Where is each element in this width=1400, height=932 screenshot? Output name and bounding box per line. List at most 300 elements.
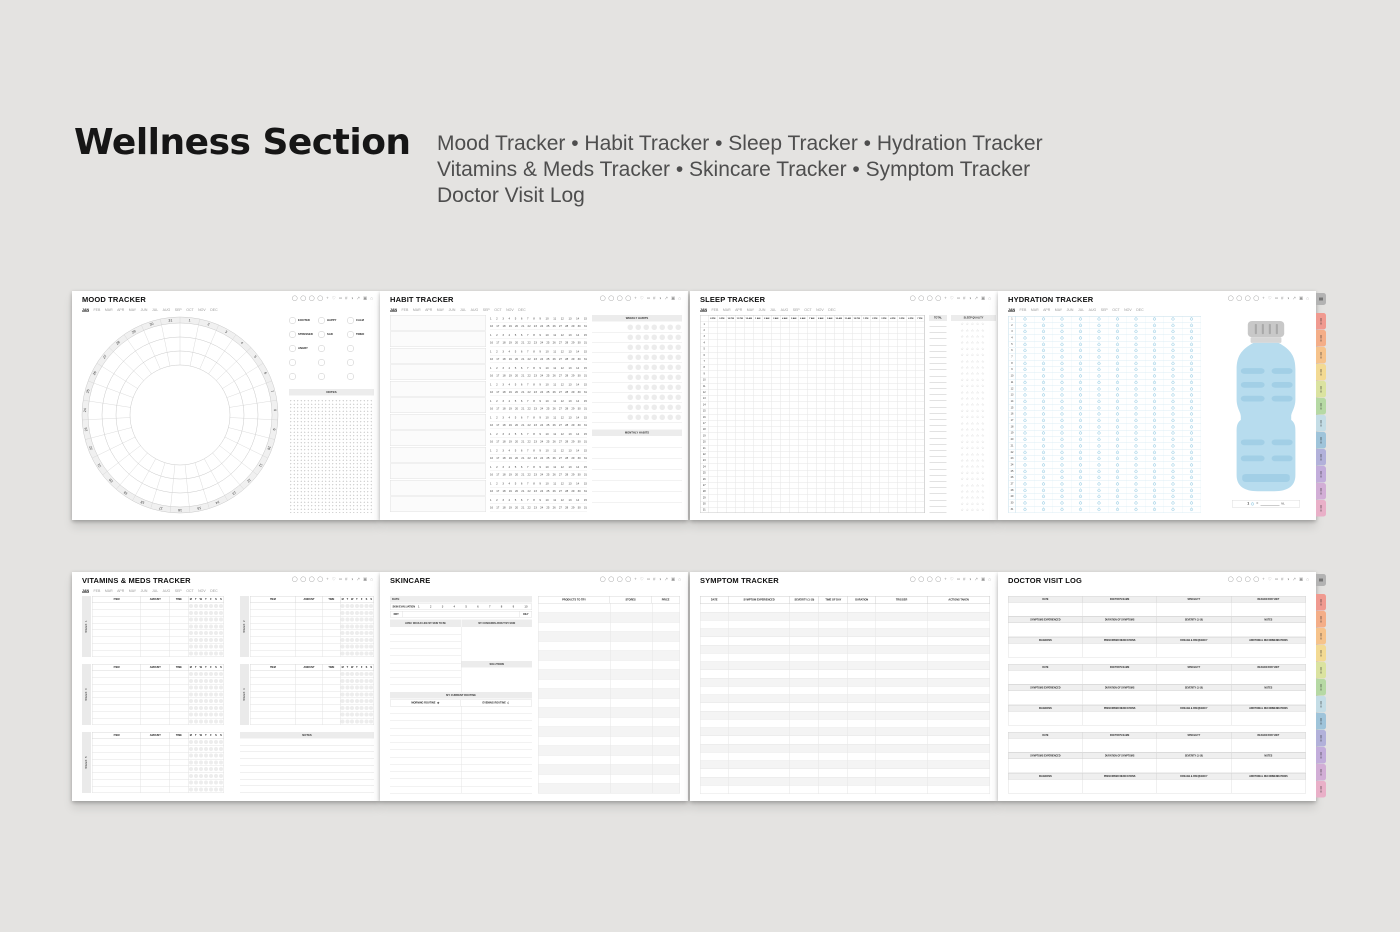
time-cell[interactable]	[170, 753, 188, 759]
day-number[interactable]: 14	[576, 366, 580, 370]
day-number[interactable]: 26	[552, 423, 556, 427]
water-drop-cell[interactable]	[1072, 386, 1091, 392]
nav-dot-icon[interactable]	[600, 296, 606, 302]
amount-cell[interactable]	[141, 617, 170, 623]
plus-icon[interactable]: +	[944, 295, 947, 301]
habit-check-circle[interactable]	[636, 355, 642, 361]
month-tab-aug[interactable]: AUG	[780, 308, 789, 312]
habit-check-circle[interactable]	[660, 415, 666, 421]
water-drop-cell[interactable]	[1090, 507, 1109, 513]
day-number[interactable]: 30	[577, 374, 581, 378]
water-drop-cell[interactable]	[1072, 456, 1091, 462]
day-number[interactable]: 22	[527, 473, 531, 477]
water-drop-cell[interactable]	[1090, 399, 1109, 405]
day-number[interactable]: 26	[552, 374, 556, 378]
day-number[interactable]: 2	[496, 366, 498, 370]
total-line[interactable]	[930, 340, 947, 346]
infinity-icon[interactable]: ∞	[646, 576, 651, 582]
water-drop-cell[interactable]	[1146, 380, 1165, 386]
day-number[interactable]: 13	[568, 498, 572, 502]
amount-cell[interactable]	[141, 705, 170, 711]
day-number[interactable]: 8	[533, 416, 535, 420]
water-drop-cell[interactable]	[1090, 348, 1109, 354]
product-row[interactable]	[538, 632, 680, 642]
day-number[interactable]: 11	[553, 383, 557, 387]
day-number[interactable]: 18	[502, 423, 506, 427]
water-drop-cell[interactable]	[1127, 456, 1146, 462]
time-cell[interactable]	[170, 617, 188, 623]
day-number[interactable]: 25	[546, 341, 550, 345]
water-drop-cell[interactable]	[1109, 411, 1128, 417]
month-tab-feb[interactable]: FEB	[1019, 308, 1027, 312]
day-number[interactable]: 28	[565, 390, 569, 394]
time-cell[interactable]	[170, 685, 188, 691]
water-drop-cell[interactable]	[1164, 373, 1183, 379]
heart-icon[interactable]: ♡	[639, 295, 644, 301]
day-number[interactable]: 12	[560, 416, 564, 420]
day-number[interactable]: 21	[521, 341, 525, 345]
day-number[interactable]: 23	[533, 357, 537, 361]
habit-check-circle[interactable]	[676, 345, 682, 351]
time-cell[interactable]	[170, 705, 188, 711]
water-drop-cell[interactable]	[1127, 348, 1146, 354]
water-drop-cell[interactable]	[1109, 418, 1128, 424]
water-drop-cell[interactable]	[1053, 405, 1072, 411]
month-tab-may[interactable]: MAY	[128, 308, 137, 312]
day-number[interactable]: 14	[576, 350, 580, 354]
day-number[interactable]: 1	[490, 399, 492, 403]
water-drop-cell[interactable]	[1072, 411, 1091, 417]
habit-check-circle[interactable]	[676, 335, 682, 341]
item-cell[interactable]	[93, 773, 142, 779]
day-number[interactable]: 15	[583, 416, 587, 420]
month-tab-apr[interactable]: APR	[117, 589, 125, 593]
product-row[interactable]	[538, 661, 680, 671]
habit-check-circle[interactable]	[628, 405, 634, 411]
scale-number[interactable]: 4	[453, 605, 456, 609]
day-number[interactable]: 25	[546, 407, 550, 411]
habit-check-circle[interactable]	[652, 325, 658, 331]
day-number[interactable]: 2	[496, 482, 498, 486]
day-number[interactable]: 10	[545, 432, 549, 436]
symptom-row[interactable]	[700, 629, 990, 637]
star-rating[interactable]: ☆☆☆☆☆	[960, 477, 987, 482]
day-number[interactable]: 17	[496, 390, 500, 394]
day-number[interactable]: 14	[576, 498, 580, 502]
item-cell[interactable]	[93, 766, 142, 772]
day-number[interactable]: 4	[508, 350, 511, 354]
water-drop-cell[interactable]	[1183, 424, 1202, 430]
day-number[interactable]: 16	[490, 506, 494, 510]
day-number[interactable]: 18	[502, 324, 506, 328]
habit-check-circle[interactable]	[644, 385, 650, 391]
month-tab-apr[interactable]: APR	[1043, 308, 1051, 312]
day-number[interactable]: 24	[540, 423, 544, 427]
water-drop-cell[interactable]	[1164, 443, 1183, 449]
day-number[interactable]: 20	[515, 456, 519, 460]
habit-check-circle[interactable]	[660, 355, 666, 361]
day-number[interactable]: 26	[552, 407, 556, 411]
day-number[interactable]: 24	[540, 473, 544, 477]
day-number[interactable]: 13	[568, 482, 572, 486]
day-number[interactable]: 10	[545, 498, 549, 502]
water-drop-cell[interactable]	[1053, 462, 1072, 468]
water-drop-cell[interactable]	[1109, 322, 1128, 328]
day-number[interactable]: 22	[527, 407, 531, 411]
water-drop-cell[interactable]	[1072, 481, 1091, 487]
day-number[interactable]: 28	[565, 473, 569, 477]
water-drop-cell[interactable]	[1164, 341, 1183, 347]
water-drop-cell[interactable]	[1146, 348, 1165, 354]
total-line[interactable]	[930, 408, 947, 414]
water-drop-cell[interactable]	[1183, 360, 1202, 366]
item-cell[interactable]	[93, 691, 142, 697]
water-drop-cell[interactable]	[1053, 335, 1072, 341]
month-tab-nov[interactable]: NOV	[198, 308, 206, 312]
day-number[interactable]: 21	[521, 506, 525, 510]
total-line[interactable]	[930, 451, 947, 457]
contrast-icon[interactable]: ◑	[1286, 295, 1290, 301]
home-icon[interactable]: ⌂	[370, 576, 373, 582]
page-icon[interactable]: ▣	[981, 576, 986, 582]
water-drop-cell[interactable]	[1053, 468, 1072, 474]
habit-check-circle[interactable]	[636, 405, 642, 411]
day-number[interactable]: 2	[496, 350, 498, 354]
time-cell[interactable]	[170, 678, 188, 684]
water-drop-cell[interactable]	[1183, 487, 1202, 493]
hash-icon[interactable]: #	[963, 576, 966, 582]
total-line[interactable]	[930, 439, 947, 445]
day-number[interactable]: 16	[490, 456, 494, 460]
day-check-cell[interactable]	[369, 678, 374, 684]
water-drop-cell[interactable]	[1146, 360, 1165, 366]
water-drop-cell[interactable]	[1072, 449, 1091, 455]
day-number[interactable]: 18	[502, 440, 506, 444]
day-number[interactable]: 19	[508, 341, 512, 345]
water-drop-cell[interactable]	[1183, 335, 1202, 341]
water-drop-cell[interactable]	[1146, 449, 1165, 455]
water-drop-cell[interactable]	[1127, 317, 1146, 322]
doctor-entry-row[interactable]	[1008, 739, 1306, 753]
sleep-hour-cell[interactable]	[880, 507, 889, 513]
water-drop-cell[interactable]	[1109, 468, 1128, 474]
water-drop-cell[interactable]	[1146, 481, 1165, 487]
habit-check-circle[interactable]	[644, 405, 650, 411]
habit-check-circle[interactable]	[668, 385, 674, 391]
item-cell[interactable]	[251, 617, 296, 623]
symptom-row[interactable]	[700, 687, 990, 695]
day-number[interactable]: 12	[560, 399, 564, 403]
month-tab-mar[interactable]: MAR	[104, 589, 113, 593]
habit-check-circle[interactable]	[644, 325, 650, 331]
day-number[interactable]: 28	[565, 506, 569, 510]
plus-icon[interactable]: +	[326, 576, 329, 582]
day-number[interactable]: 24	[540, 489, 544, 493]
water-drop-cell[interactable]	[1090, 386, 1109, 392]
morning-line[interactable]	[390, 728, 461, 735]
day-number[interactable]: 30	[577, 423, 581, 427]
side-tab[interactable]	[1316, 747, 1326, 764]
evening-line[interactable]	[461, 728, 532, 735]
water-drop-cell[interactable]	[1090, 443, 1109, 449]
day-number[interactable]: 27	[558, 357, 562, 361]
month-tab-oct[interactable]: OCT	[1112, 308, 1120, 312]
water-drop-cell[interactable]	[1090, 354, 1109, 360]
day-number[interactable]: 7	[527, 432, 529, 436]
day-number[interactable]: 12	[560, 333, 564, 337]
notes-line[interactable]	[240, 745, 374, 752]
star-rating[interactable]: ☆☆☆☆☆	[960, 334, 987, 339]
day-check-cell[interactable]	[369, 603, 374, 609]
product-row[interactable]	[538, 689, 680, 699]
water-drop-cell[interactable]	[1164, 392, 1183, 398]
heart-icon[interactable]: ♡	[1267, 295, 1272, 301]
total-line[interactable]	[930, 383, 947, 389]
water-drop-cell[interactable]	[1053, 424, 1072, 430]
water-drop-cell[interactable]	[1016, 380, 1035, 386]
day-number[interactable]: 21	[521, 324, 525, 328]
sleep-hour-cell[interactable]	[781, 507, 790, 513]
product-row[interactable]	[538, 623, 680, 633]
water-drop-cell[interactable]	[1109, 380, 1128, 386]
time-cell[interactable]	[170, 623, 188, 629]
water-drop-cell[interactable]	[1035, 481, 1054, 487]
habit-check-circle[interactable]	[652, 405, 658, 411]
hash-icon[interactable]: #	[963, 295, 966, 301]
item-cell[interactable]	[93, 671, 142, 677]
day-number[interactable]: 15	[583, 399, 587, 403]
nav-dot-icon[interactable]	[910, 296, 916, 302]
day-number[interactable]: 14	[576, 449, 580, 453]
water-drop-cell[interactable]	[1109, 430, 1128, 436]
water-drop-cell[interactable]	[1016, 322, 1035, 328]
water-drop-cell[interactable]	[1146, 399, 1165, 405]
habit-check-circle[interactable]	[668, 405, 674, 411]
day-check-cell[interactable]	[369, 698, 374, 704]
infinity-icon[interactable]: ∞	[1274, 295, 1279, 301]
water-drop-cell[interactable]	[1090, 392, 1109, 398]
nav-dot-icon[interactable]	[919, 296, 925, 302]
day-number[interactable]: 14	[576, 432, 580, 436]
amount-cell[interactable]	[141, 678, 170, 684]
side-tab[interactable]	[1316, 330, 1326, 347]
day-number[interactable]: 5	[514, 350, 517, 354]
water-drop-cell[interactable]	[1035, 411, 1054, 417]
month-tab-nov[interactable]: NOV	[506, 308, 514, 312]
habit-check-circle[interactable]	[636, 385, 642, 391]
day-number[interactable]: 11	[553, 498, 557, 502]
day-number[interactable]: 19	[508, 423, 512, 427]
day-number[interactable]: 9	[539, 416, 541, 420]
water-drop-cell[interactable]	[1035, 322, 1054, 328]
month-tab-apr[interactable]: APR	[117, 308, 125, 312]
water-drop-cell[interactable]	[1109, 507, 1128, 513]
day-number[interactable]: 28	[565, 357, 569, 361]
time-cell[interactable]	[323, 637, 340, 643]
star-rating[interactable]: ☆☆☆☆☆	[960, 409, 987, 413]
star-rating[interactable]: ☆☆☆☆☆	[960, 465, 987, 469]
day-number[interactable]: 14	[576, 482, 580, 486]
scale-number[interactable]: 3	[441, 605, 444, 609]
day-number[interactable]: 8	[533, 432, 535, 436]
water-drop-cell[interactable]	[1072, 443, 1091, 449]
water-drop-cell[interactable]	[1109, 487, 1128, 493]
item-cell[interactable]	[93, 650, 142, 656]
water-drop-cell[interactable]	[1090, 418, 1109, 424]
nav-dot-icon[interactable]	[936, 577, 942, 583]
day-number[interactable]: 20	[515, 423, 519, 427]
water-drop-cell[interactable]	[1183, 449, 1202, 455]
day-number[interactable]: 2	[496, 333, 498, 337]
nav-dot-icon[interactable]	[626, 296, 632, 302]
water-drop-cell[interactable]	[1164, 354, 1183, 360]
habit-check-circle[interactable]	[676, 395, 682, 401]
contrast-icon[interactable]: ◑	[658, 576, 662, 582]
symptom-row[interactable]	[700, 711, 990, 719]
day-number[interactable]: 3	[502, 399, 504, 403]
amount-cell[interactable]	[141, 786, 170, 792]
month-tab-nov[interactable]: NOV	[198, 589, 206, 593]
total-line[interactable]	[930, 327, 947, 333]
star-rating[interactable]: ☆☆☆☆☆	[960, 372, 987, 376]
water-drop-cell[interactable]	[1072, 430, 1091, 436]
product-row[interactable]	[538, 699, 680, 709]
month-tab-oct[interactable]: OCT	[494, 308, 502, 312]
monthly-habit-row[interactable]	[592, 437, 682, 448]
day-number[interactable]: 28	[565, 489, 569, 493]
contrast-icon[interactable]: ◑	[1286, 576, 1290, 582]
habit-check-circle[interactable]	[668, 415, 674, 421]
month-tab-dec[interactable]: DEC	[1136, 308, 1144, 312]
side-tab[interactable]	[1316, 381, 1326, 398]
water-drop-cell[interactable]	[1072, 424, 1091, 430]
month-tab-may[interactable]: MAY	[128, 589, 137, 593]
side-tab[interactable]	[1316, 679, 1326, 696]
symptom-row[interactable]	[700, 621, 990, 629]
water-drop-cell[interactable]	[1035, 430, 1054, 436]
time-cell[interactable]	[323, 650, 340, 656]
day-number[interactable]: 19	[508, 489, 512, 493]
water-drop-cell[interactable]	[1053, 507, 1072, 513]
water-drop-cell[interactable]	[1183, 411, 1202, 417]
water-drop-cell[interactable]	[1109, 335, 1128, 341]
day-number[interactable]: 14	[576, 383, 580, 387]
day-number[interactable]: 6	[520, 465, 523, 469]
habit-check-circle[interactable]	[644, 335, 650, 341]
habit-check-circle[interactable]	[636, 335, 642, 341]
product-row[interactable]	[538, 651, 680, 661]
day-number[interactable]: 13	[568, 350, 572, 354]
day-number[interactable]: 12	[560, 350, 564, 354]
day-number[interactable]: 14	[576, 399, 580, 403]
water-drop-cell[interactable]	[1127, 449, 1146, 455]
side-tab[interactable]	[1316, 611, 1326, 628]
water-drop-cell[interactable]	[1183, 456, 1202, 462]
mood-circle[interactable]	[347, 317, 354, 324]
day-number[interactable]: 7	[527, 498, 529, 502]
water-drop-cell[interactable]	[1072, 341, 1091, 347]
day-number[interactable]: 10	[545, 317, 549, 321]
product-row[interactable]	[538, 756, 680, 766]
doctor-entry-row[interactable]	[1008, 671, 1306, 685]
day-check-cell[interactable]	[369, 650, 374, 656]
water-drop-cell[interactable]	[1109, 443, 1128, 449]
day-number[interactable]: 10	[545, 383, 549, 387]
month-tab-jul[interactable]: JUL	[769, 308, 777, 312]
morning-line[interactable]	[390, 714, 461, 721]
hash-icon[interactable]: #	[653, 295, 656, 301]
star-rating[interactable]: ☆☆☆☆☆	[960, 452, 987, 457]
month-tab-aug[interactable]: AUG	[1088, 308, 1097, 312]
product-row[interactable]	[538, 680, 680, 690]
day-number[interactable]: 16	[490, 324, 494, 328]
habit-check-circle[interactable]	[628, 335, 634, 341]
sleep-hour-cell[interactable]	[709, 507, 718, 513]
habit-name-box[interactable]	[390, 480, 486, 496]
water-drop-cell[interactable]	[1109, 399, 1128, 405]
water-drop-cell[interactable]	[1127, 443, 1146, 449]
water-drop-cell[interactable]	[1090, 424, 1109, 430]
month-tab-jan[interactable]: JAN	[1008, 308, 1016, 312]
day-number[interactable]: 25	[546, 357, 550, 361]
side-tab[interactable]	[1316, 432, 1326, 449]
water-drop-cell[interactable]	[1164, 475, 1183, 481]
month-tab-dec[interactable]: DEC	[828, 308, 836, 312]
habit-check-circle[interactable]	[652, 415, 658, 421]
month-tab-mar[interactable]: MAR	[412, 308, 421, 312]
water-drop-cell[interactable]	[1146, 456, 1165, 462]
day-number[interactable]: 5	[514, 399, 517, 403]
day-check-cell[interactable]	[218, 691, 223, 697]
water-drop-cell[interactable]	[1164, 380, 1183, 386]
day-number[interactable]: 2	[496, 399, 498, 403]
contrast-icon[interactable]: ◑	[350, 295, 354, 301]
habit-check-circle[interactable]	[628, 345, 634, 351]
day-number[interactable]: 17	[496, 324, 500, 328]
day-number[interactable]: 25	[546, 506, 550, 510]
water-drop-cell[interactable]	[1053, 360, 1072, 366]
water-drop-cell[interactable]	[1164, 487, 1183, 493]
side-tab[interactable]	[1316, 466, 1326, 483]
water-drop-cell[interactable]	[1072, 405, 1091, 411]
day-number[interactable]: 17	[496, 506, 500, 510]
water-drop-cell[interactable]	[1016, 487, 1035, 493]
day-number[interactable]: 26	[552, 473, 556, 477]
habit-check-circle[interactable]	[676, 375, 682, 381]
day-number[interactable]: 27	[558, 506, 562, 510]
heart-icon[interactable]: ♡	[1267, 576, 1272, 582]
nav-dot-icon[interactable]	[318, 296, 324, 302]
day-number[interactable]: 31	[583, 506, 587, 510]
day-number[interactable]: 30	[577, 407, 581, 411]
amount-cell[interactable]	[141, 644, 170, 650]
amount-cell[interactable]	[296, 685, 323, 691]
water-drop-cell[interactable]	[1127, 430, 1146, 436]
water-drop-cell[interactable]	[1183, 392, 1202, 398]
water-drop-cell[interactable]	[1146, 392, 1165, 398]
wish-line[interactable]	[390, 663, 461, 670]
item-cell[interactable]	[251, 610, 296, 616]
habit-name-box[interactable]	[390, 315, 486, 331]
day-number[interactable]: 30	[577, 341, 581, 345]
day-number[interactable]: 4	[508, 383, 511, 387]
habit-check-circle[interactable]	[652, 385, 658, 391]
day-number[interactable]: 2	[496, 317, 498, 321]
water-drop-cell[interactable]	[1035, 373, 1054, 379]
day-check-cell[interactable]	[218, 698, 223, 704]
water-drop-cell[interactable]	[1164, 329, 1183, 335]
water-drop-cell[interactable]	[1127, 424, 1146, 430]
